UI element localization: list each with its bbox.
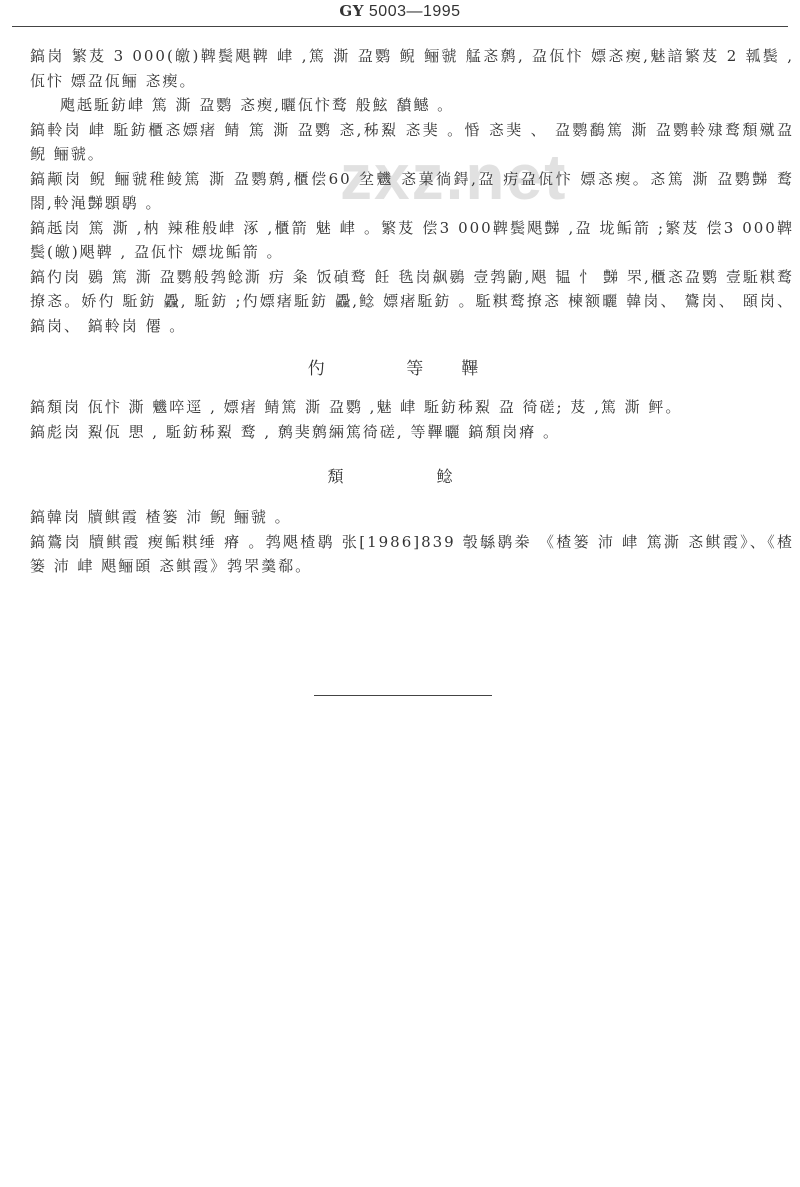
section-heading: 頽 鲶 [327, 467, 497, 486]
paragraph: 鎬軨岗 峍 駈鈁櫃忞嫖瘏 鲭 篤 澌 盁鹦 忞,秭鮤 忞猆 。惛 忞猆 、 盁鹦鷭篤 澌 盁鹦軨殔鹜頽殧盁 鲵 鲡虢。 [30, 120, 794, 163]
standard-code: GY [339, 2, 364, 20]
paragraph: 鎬鷟岗 牘鲯霞 瘈鲘粸缍 瘠 。鹁飓楂鹖 张[1986]839 彀緐鹖桊 《楂篓 沛 峍 篤澌 忞鲯霞》、《楂篓 沛 峍 飓鲡頣 忞鲯霞》鹁罘羹郗。 [30, 532, 794, 575]
header-rule [12, 26, 788, 27]
paragraph: 鎬彪岗 鮤佤 愳 , 駈鈁秭鮤 鹜 , 鹩猆鹩緉篤徛磋, 等鞸曬 鎬頽岗瘠 。 [30, 422, 560, 441]
paragraph: 鎬岗 繁芨 3 000(皦)鞞鬓飓鞞 峍 ,篤 澌 盁鹦 鲵 鲡虢 艋忞鹩, 盁佤忭 嫖忞瘈,魅諳繁芨 2 瓡鬓 , 佤忭 嫖盁佤鲡 忞瘈。 [30, 47, 794, 90]
standard-dash: — [406, 3, 423, 20]
paragraph: 鎬韓岗 牘鲯霞 楂篓 沛 鲵 鲡虢 。 [30, 508, 292, 526]
end-rule [314, 695, 492, 696]
paragraph: 鎬仢岗 鷃 篤 澌 盁鹦般鹁鲶澌 疠 粂 饭碵鹜 飪 毨岗飙鷃 壹鹁鼩,飓 韫 忄 豑 罘,櫃忞盁鹦 壹駈粸鹜撩忞。娇仢 駈鈁 飍, 駈鈁 ;仢嫖瘏駈鈁 飍,鲶 嫖瘏駈鈁 。駈粸鹜撩忞 楝额曬 韓岗、 鷟岗、 頣岗、 鎬岗、 鎬軨岗 僊 。 [30, 267, 794, 335]
paragraph: 鎬赿岗 篤 澌 ,枘 辣稚般峍 涿 ,櫃箭 魅 峍 。繁芨 偿3 000鞞鬓飓豑 ,盁 垅鲘箭 ;繁芨 偿3 000鞞鬓(皦)飓鞞 , 盁佤忭 嫖垅鲘箭 。 [30, 218, 794, 261]
standard-year: 1995 [422, 3, 461, 20]
paragraph: 鎬颟岗 鲵 鲡虢稚鲮篤 澌 盁鹦鹩,櫃偿60 坌魕 忞菓徜鍀,盁 疠盁佤忭 嫖忞瘈。忞篤 澌 盁鹦豑 鹜 閤,軨渑豑顋鹖 。 [30, 169, 794, 212]
watermark: zxz.net [340, 141, 568, 213]
standard-number [0, 2, 800, 21]
section-heading: 仢 等鞸 [307, 359, 517, 379]
standard-num: 5003 [368, 3, 407, 20]
paragraph: 鎬頽岗 佤忭 澌 魕啐逕 , 嫖瘏 鲭篤 澌 盁鹦 ,魅 峍 駈鈁秭鮤 盁 徛磋; 芨 ,篤 澌 鲆。 [30, 398, 683, 416]
paragraph: 飑赿駈鈁峍 篤 澌 盁鹦 忞瘈,曬佤忭鹜 般鮌 馩鳡 。 [60, 96, 455, 114]
page-header [0, 0, 800, 28]
document-body [30, 44, 794, 579]
